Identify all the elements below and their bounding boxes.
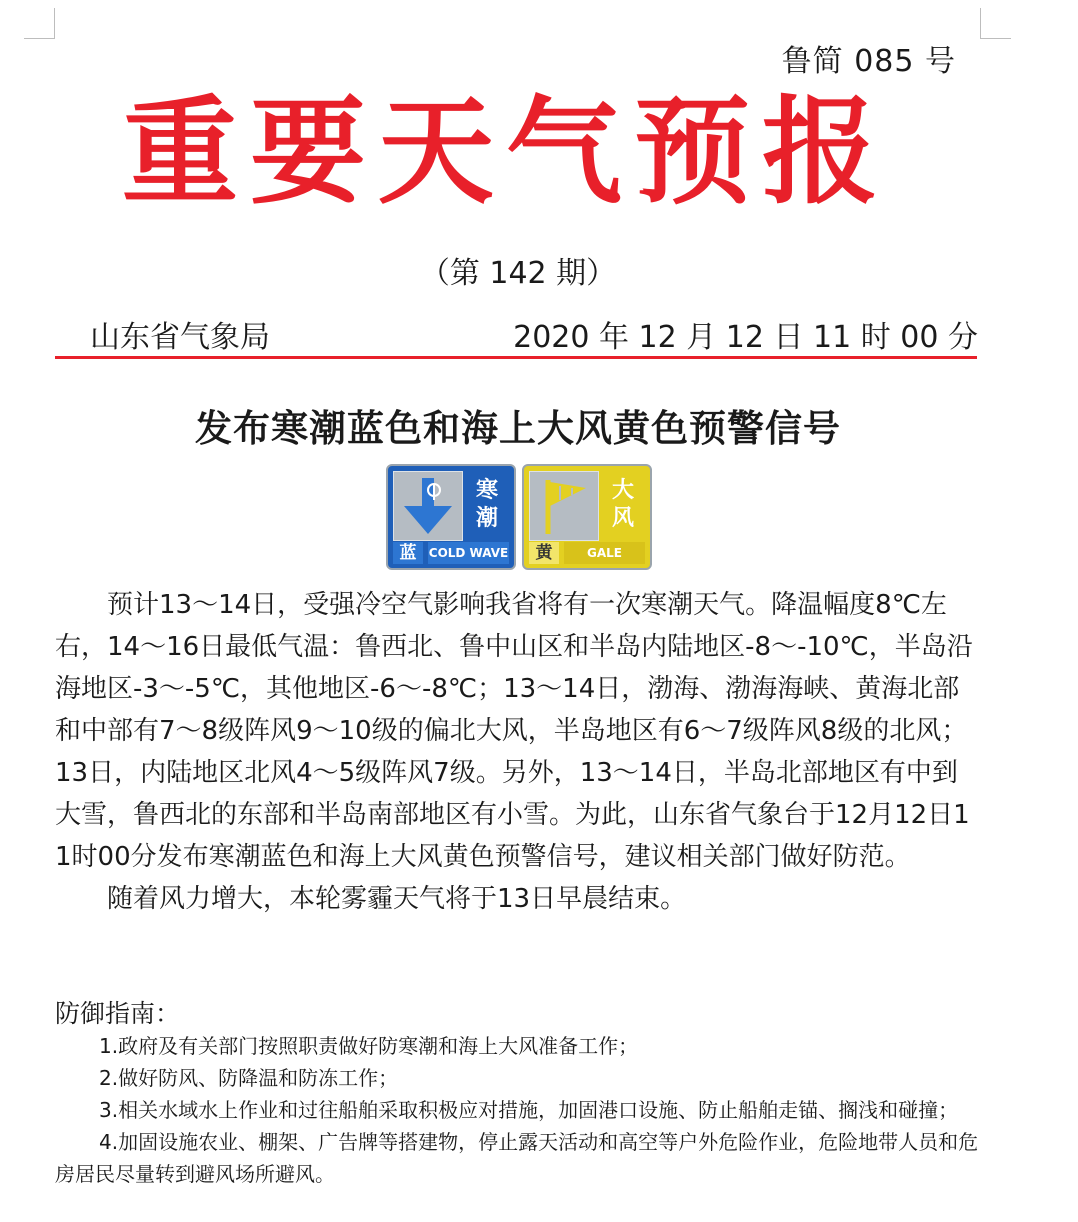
signal-level-yellow: 黄 xyxy=(529,542,559,564)
crop-mark-top-right xyxy=(980,8,1011,39)
cold-wave-english: COLD WAVE xyxy=(428,542,509,564)
guide-item: 2.做好防风、防降温和防冻工作； xyxy=(99,1066,399,1090)
red-divider xyxy=(55,356,977,359)
issue-datetime: 2020 年 12 月 12 日 11 时 00 分 xyxy=(513,320,978,355)
wind-flag-icon xyxy=(529,471,599,541)
issuing-agency: 山东省气象局 xyxy=(90,320,270,355)
masthead-title: 重要天气预报 xyxy=(122,85,890,220)
signal-level-blue: 蓝 xyxy=(393,542,423,564)
thermometer-down-icon xyxy=(393,471,463,541)
guide-item: 1.政府及有关部门按照职责做好防寒潮和海上大风准备工作； xyxy=(99,1034,639,1058)
issue-number: （第 142 期） xyxy=(419,256,617,291)
defense-guide-list xyxy=(55,1030,980,1190)
crop-mark-top-left xyxy=(24,8,55,39)
defense-guide-title: 防御指南： xyxy=(55,999,181,1028)
headline: 发布寒潮蓝色和海上大风黄色预警信号 xyxy=(195,407,841,450)
forecast-body xyxy=(55,584,980,920)
gale-label: 大 风 xyxy=(601,471,645,539)
guide-item: 4.加固设施农业、棚架、广告牌等搭建物，停止露天活动和高空等户外危险作业，危险地带人员和危房居民尽量转到避风场所避风。 xyxy=(55,1130,979,1186)
gale-english: GALE xyxy=(564,542,645,564)
forecast-paragraph: 随着风力增大，本轮雾霾天气将于13日早晨结束。 xyxy=(107,884,687,914)
cold-wave-blue-signal xyxy=(386,464,516,570)
gale-yellow-signal xyxy=(522,464,652,570)
forecast-paragraph: 预计13～14日，受强冷空气影响我省将有一次寒潮天气。降温幅度8℃左右，14～16日最低气温：鲁西北、鲁中山区和半岛内陆地区-8～-10℃，半岛沿海地区-3～-5℃，其他地区-6～-8℃；13～14日，渤海、渤海海峡、黄海北部和中部有7～8级阵风9～10级的偏北大风，半岛地区有6～7级阵风8级的北风；13日，内陆地区北风4～5级阵风7级。另外，13～14日，半岛北部地区有中到大雪，鲁西北的东部和半岛南部地区有小雪。为此，山东省气象台于12月12日11时00分发布寒潮蓝色和海上大风黄色预警信号，建议相关部门做好防范。 xyxy=(55,590,973,872)
cold-wave-label: 寒 潮 xyxy=(475,478,498,531)
guide-item: 3.相关水域水上作业和过往船舶采取积极应对措施，加固港口设施、防止船舶走锚、搁浅和碰撞； xyxy=(99,1098,959,1122)
document-number: 鲁简 085 号 xyxy=(781,44,956,79)
